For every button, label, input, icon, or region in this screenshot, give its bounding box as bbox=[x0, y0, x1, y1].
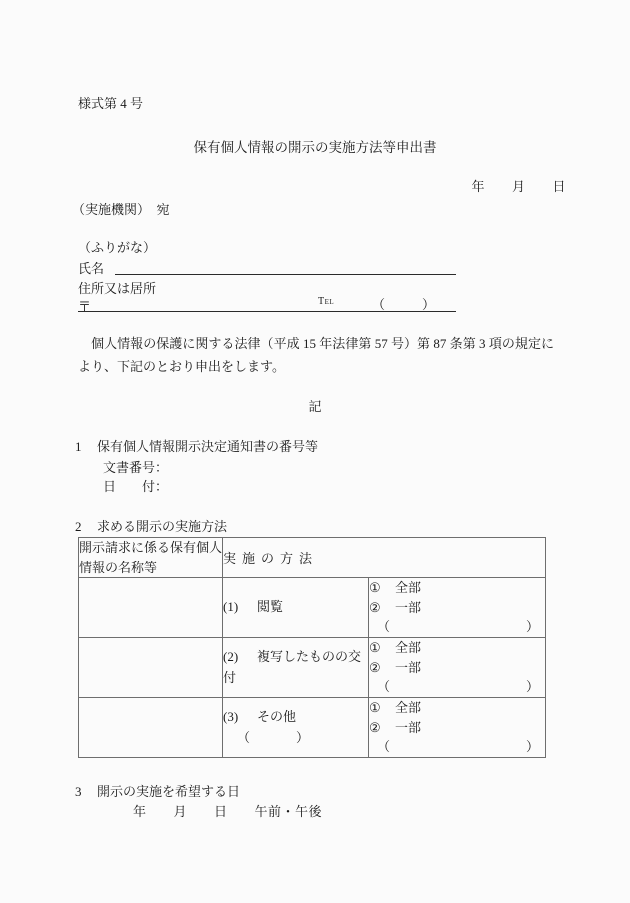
section-1-heading bbox=[75, 436, 318, 455]
row-3-method-detail-field[interactable] bbox=[223, 728, 368, 748]
header-line-1: 開示請求に係る保有個人 bbox=[79, 540, 223, 555]
address-label: 住所又は居所 bbox=[78, 281, 157, 296]
section-3-number: 3 bbox=[75, 784, 82, 799]
section-1-title: 保有個人情報開示決定通知書の番号等 bbox=[97, 439, 319, 454]
row-2-name-cell[interactable] bbox=[79, 638, 223, 698]
row-1-option-2-label: 一部 bbox=[395, 599, 422, 615]
row-3-method-paren-right: ） bbox=[296, 729, 310, 745]
row-3-option-detail-field[interactable] bbox=[369, 737, 545, 757]
row-1-option-2-mark: ② bbox=[369, 599, 381, 615]
header-line-2: 情報の名称等 bbox=[79, 559, 158, 575]
row-1-option-detail-field[interactable] bbox=[369, 617, 545, 637]
document-date-label-b: 付： bbox=[142, 479, 169, 494]
row-1-method-cell[interactable] bbox=[223, 578, 369, 638]
row-2-method-cell[interactable] bbox=[223, 638, 369, 698]
row-1-option-2[interactable] bbox=[369, 598, 545, 618]
name-write-in-rule[interactable] bbox=[115, 274, 456, 275]
row-3-option-1[interactable] bbox=[369, 698, 545, 718]
section-3-heading bbox=[75, 781, 240, 800]
row-2-option-cell[interactable] bbox=[369, 638, 546, 698]
table-header-row bbox=[79, 538, 546, 578]
row-1-option-1-mark: ① bbox=[369, 580, 381, 596]
row-3-method-number: (3) bbox=[223, 709, 239, 725]
table-row bbox=[79, 698, 546, 758]
row-2-option-1[interactable] bbox=[369, 638, 545, 658]
row-3-name-cell[interactable] bbox=[79, 698, 223, 758]
row-2-option-detail-field[interactable] bbox=[369, 677, 545, 697]
date-line: 年 月 日 bbox=[471, 179, 566, 194]
document-date-label-a: 日 bbox=[103, 479, 117, 494]
section-1-number: 1 bbox=[75, 439, 82, 454]
row-1-method-number: (1) bbox=[223, 599, 239, 615]
legal-basis-paragraph bbox=[78, 333, 554, 379]
row-3-option-1-label: 全部 bbox=[395, 700, 422, 716]
section-2-heading bbox=[75, 516, 227, 535]
row-3-option-2-mark: ② bbox=[369, 719, 381, 735]
ki-marker: 記 bbox=[308, 399, 322, 414]
row-3-paren-left: （ bbox=[377, 739, 391, 755]
row-2-option-2[interactable] bbox=[369, 658, 545, 678]
section-3-title: 開示の実施を希望する日 bbox=[97, 784, 241, 799]
row-2-option-2-label: 一部 bbox=[395, 659, 422, 675]
row-3-method-cell[interactable] bbox=[223, 698, 369, 758]
furigana-label: （ふりがな） bbox=[78, 240, 157, 255]
document-number-field[interactable]: 文書番号： bbox=[103, 460, 169, 475]
row-1-paren-left: （ bbox=[377, 619, 391, 635]
address-write-in-rule[interactable] bbox=[78, 311, 456, 312]
row-3-method-paren-left: （ bbox=[237, 729, 251, 745]
row-2-option-1-mark: ① bbox=[369, 640, 381, 656]
row-1-paren-right: ） bbox=[526, 619, 540, 635]
document-date-field[interactable] bbox=[103, 476, 168, 495]
row-1-option-1-label: 全部 bbox=[395, 580, 422, 596]
row-1-option-1[interactable] bbox=[369, 578, 545, 598]
desired-date-field[interactable]: 年 月 日 午前・午後 bbox=[133, 804, 323, 819]
table-row bbox=[79, 578, 546, 638]
row-1-method-label: 閲覧 bbox=[257, 599, 284, 615]
tel-paren-left: （ bbox=[372, 297, 386, 312]
agency-addressee-line: （実施機関） 宛 bbox=[72, 202, 170, 217]
section-2-title: 求める開示の実施方法 bbox=[97, 519, 228, 534]
row-3-option-2[interactable] bbox=[369, 718, 545, 738]
row-3-method-label: その他 bbox=[257, 709, 297, 725]
tel-label: Tel bbox=[318, 296, 335, 307]
legal-basis-text: 個人情報の保護に関する法律（平成 15 年法律第 57 号）第 87 条第 3 項の規定により、下記のとおり申出をします。 bbox=[78, 336, 554, 374]
header-cell-method: 実施の方法 bbox=[223, 538, 546, 578]
row-3-option-1-mark: ① bbox=[369, 700, 381, 716]
row-2-option-1-label: 全部 bbox=[395, 640, 422, 656]
tel-paren-right: ） bbox=[422, 297, 436, 312]
row-2-paren-right: ） bbox=[526, 679, 540, 695]
row-1-option-cell[interactable] bbox=[369, 578, 546, 638]
row-3-paren-right: ） bbox=[526, 739, 540, 755]
row-3-option-cell[interactable] bbox=[369, 698, 546, 758]
section-2-number: 2 bbox=[75, 519, 82, 534]
row-2-method-number: (2) bbox=[223, 649, 239, 665]
row-1-name-cell[interactable] bbox=[79, 578, 223, 638]
postal-code-mark: 〒 bbox=[78, 299, 92, 314]
table-row bbox=[79, 638, 546, 698]
document-title: 保有個人情報の開示の実施方法等申出書 bbox=[193, 140, 437, 155]
row-2-option-2-mark: ② bbox=[369, 659, 381, 675]
row-2-paren-left: （ bbox=[377, 679, 391, 695]
row-2-method-label: 複写したものの交付 bbox=[223, 649, 362, 685]
disclosure-method-table bbox=[78, 537, 546, 758]
name-label: 氏名 bbox=[78, 261, 105, 276]
form-number: 様式第 4 号 bbox=[78, 96, 144, 111]
header-cell-information-name bbox=[79, 538, 223, 578]
row-3-option-2-label: 一部 bbox=[395, 719, 422, 735]
